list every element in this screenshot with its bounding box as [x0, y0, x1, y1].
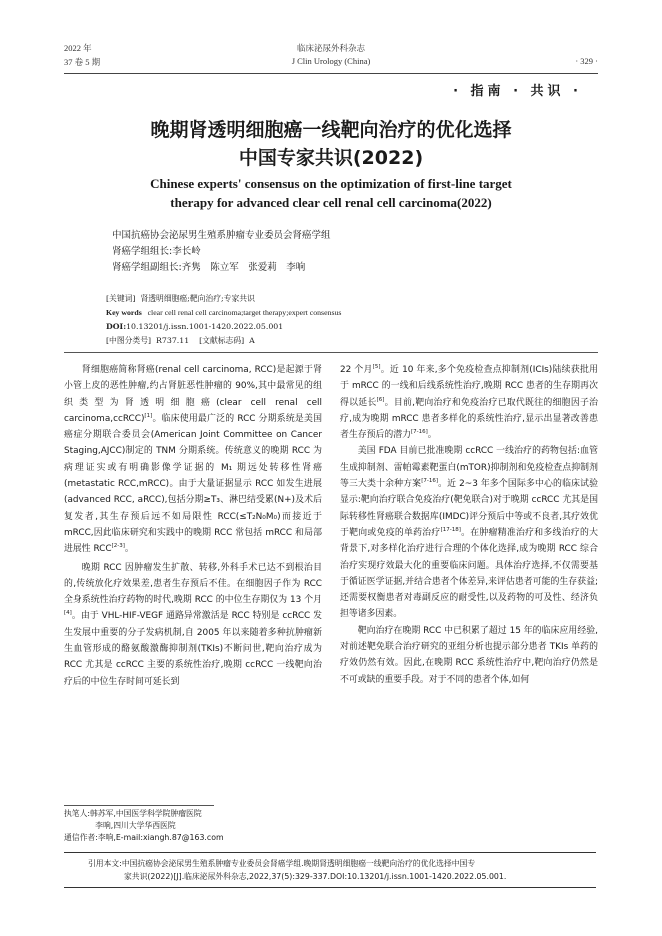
footnote-corresponding: 通信作者:李响,E-mail:xiangh.87@163.com	[64, 833, 224, 842]
footnote	[64, 808, 324, 844]
code-label: [文献标志码]	[199, 336, 245, 345]
right-paragraph-2: 美国 FDA 目前已批准晚期 ccRCC 一线治疗的药物包括:血管生成抑制剂、雷帕霉素靶蛋白(mTOR)抑制剂和免疫检查点抑制剂等三大类十余种方案[7-16]。近 2~3 年多个国际多中心的临床试验显示:靶向治疗联合免疫治疗(靶免联合)对于晚期 ccRCC 尤其是国际转移性肾癌联合数据库(IMDC)评分预后中等或不良者,其疗效优于靶向或免疫的单药治疗[17-18]。在肿瘤精准治疗和多线治疗的大背景下,对多样化治疗进行合理的个体化选择,成为晚期 RCC 综合治疗实现疗效最大化的重要临床问题。具体治疗选择,不仅需要基于循证医学证据,并结合患者个体差异,来评估患者可能的生存获益;还需要权衡患者对毒副反应的耐受性,以及药物的可及性、经济负担等诸多因素。	[340, 446, 599, 620]
keywords-rule	[64, 352, 598, 353]
doi-label: DOI:	[106, 322, 127, 331]
footnote-writer-2: 李响,四川大学华西医院	[64, 821, 176, 830]
title-cn-line-1: 晚期肾透明细胞癌一线靶向治疗的优化选择	[150, 119, 512, 141]
right-paragraph-1: 22 个月[5]。近 10 年来,多个免疫检查点抑制剂(ICIs)陆续获批用于 mRCC 的一线和后线系统性治疗,晚期 RCC 患者的生存期再次得以延长[6]。目前,靶向治疗和免疫治疗已取代既往的细胞因子治疗,成为晚期 mRCC 患者多样化的系统性治疗,显示出显著改善患者生存预后的潜力[7-16]。	[340, 364, 598, 441]
right-column	[340, 362, 598, 688]
page-number: · 329 ·	[575, 56, 598, 66]
keywords-en-text: clear cell renal cell carcinoma;target therapy;expert consensus	[147, 308, 342, 317]
citation-line-1: 引用本文:中国抗癌协会泌尿男生殖系肿瘤专业委员会肾癌学组.晚期肾透明细胞癌一线靶向治疗的优化选择中国专	[88, 859, 476, 868]
keywords-cn-label: [关键词]	[106, 294, 136, 303]
class-label: [中图分类号]	[106, 336, 152, 345]
section-tag: · 指南 · 共识 ·	[453, 84, 582, 99]
keywords-cn-text: 肾透明细胞癌;靶向治疗;专家共识	[140, 294, 255, 303]
header-rule	[64, 73, 598, 74]
group-leader: 肾癌学组组长:李长岭	[112, 246, 201, 257]
group-deputy-leaders: 肾癌学组副组长:齐隽 陈立军 张爱莉 李响	[112, 262, 306, 273]
journal-name-en: J Clin Urology (China)	[291, 56, 371, 66]
title-en-line-1: Chinese experts' consensus on the optimization of first-line target	[150, 176, 512, 191]
journal-name-cn: 临床泌尿外科杂志	[296, 44, 365, 54]
title-cn-line-2: 中国专家共识(2022)	[238, 147, 424, 169]
author-group: 中国抗癌协会泌尿男生殖系肿瘤专业委员会肾癌学组	[112, 230, 331, 241]
title-en-line-2: therapy for advanced clear cell renal cell carcinoma(2022)	[170, 195, 492, 210]
doi-text: 10.13201/j.issn.1001-1420.2022.05.001	[126, 322, 284, 331]
keywords-cn	[106, 292, 556, 306]
left-paragraph-2: 晚期 RCC 因肿瘤发生扩散、转移,外科手术已达不到根治目的,传统放化疗效果差,患者生存预后不佳。在细胞因子作为 RCC 全身系统性治疗药物的时代,晚期 RCC 的中位生存期仅为 13 个月[4]。由于 VHL-HIF-VEGF 通路异常激活是 RCC 特别是 ccRCC 发生发展中重要的分子发病机制,自 2005 年以来随着多种抗肿瘤新生血管形成的酪氨酸激酶抑制剂(TKIs)不断问世,靶向治疗成为 RCC 尤其是 ccRCC 主要的系统性治疗,晚期 ccRCC 一线靶向治疗后的中位生存时间可延长到	[64, 562, 322, 687]
issue-year: 2022 年	[64, 43, 92, 53]
footnote-writer-1: 执笔人:韩苏军,中国医学科学院肿瘤医院	[64, 809, 202, 818]
keywords-en	[106, 306, 556, 320]
class-text: R737.11	[156, 336, 190, 345]
left-column	[64, 362, 322, 690]
right-paragraph-3: 靶向治疗在晚期 RCC 中已积累了超过 15 年的临床应用经验,对前述靶免联合治疗研究的亚组分析也提示部分患者 TKIs 单药的疗效仍然有效。因此,在晚期 RCC 系统性治疗中,靶向治疗仍然是不可或缺的重要手段。对于不同的患者个体,如何	[340, 625, 598, 685]
issue-volume: 37 卷 5 期	[64, 57, 101, 67]
keywords-en-label: Key words	[106, 308, 142, 317]
code-text: A	[249, 336, 255, 345]
citation-box	[64, 852, 596, 888]
classification	[106, 334, 556, 348]
left-paragraph-1: 肾细胞癌简称肾癌(renal cell carcinoma, RCC)是起源于肾小管上皮的恶性肿瘤,约占肾脏恶性肿瘤的 90%,其中最常见的组织类型为肾透明细胞癌(clear cell renal cell carcinoma,ccRCC)[1]。临床使用最广泛的 RCC 分期系统是美国癌症分期联合委员会(American Joint Committee on Cancer Staging,AJCC)制定的 TNM 分期系统。传统意义的晚期 RCC 为病理证实或有明确影像学证据的 M₁ 期远处转移性肾癌(metastatic RCC,mRCC)。由于大量证据显示 RCC 如发生进展(advanced RCC, aRCC),包括分期≥T₃、淋巴结受累(N+)及术后复发者,其生存预后远不如局限性 RCC(≤T₂N₀M₀)而接近于 mRCC,因此临床研究和实践中的晚期 RCC 常包括 mRCC 和局部进展性 RCC[2-3]。	[64, 365, 322, 555]
doi	[106, 320, 556, 334]
citation-line-2: 家共识(2022)[J].临床泌尿外科杂志,2022,37(5):329-337.DOI:10.13201/j.issn.1001-1420.2022.05.001.	[124, 872, 507, 881]
footnote-rule	[64, 805, 214, 806]
